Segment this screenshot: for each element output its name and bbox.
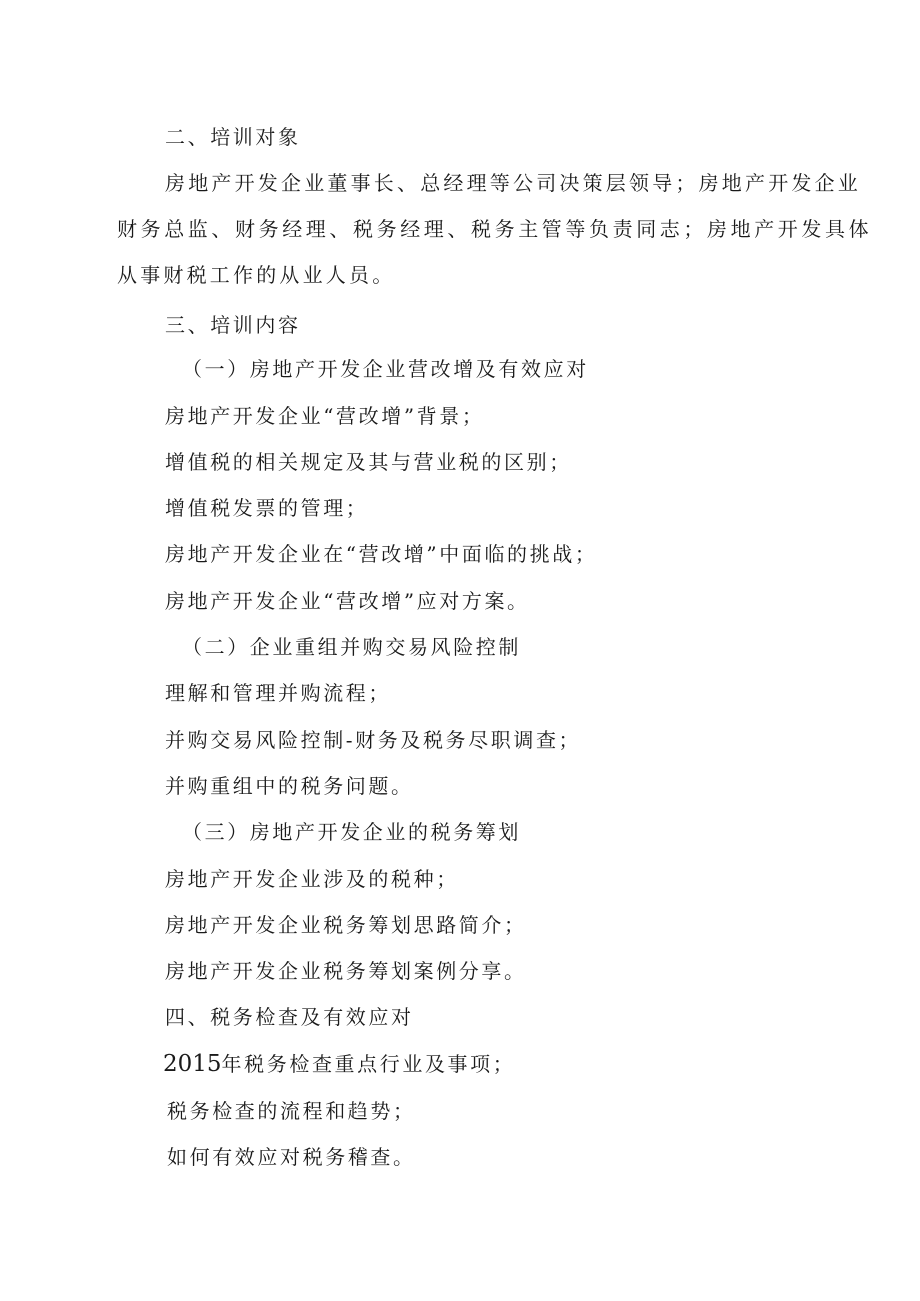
list-item: 并购重组中的税务问题。 — [165, 774, 414, 798]
section-heading-tax-inspection: 四、税务检查及有效应对 — [165, 1005, 414, 1029]
list-item: 增值税的相关规定及其与营业税的区别； — [165, 450, 572, 474]
list-item: 如何有效应对税务稽查。 — [167, 1145, 416, 1169]
year-number: 2015 — [163, 1051, 222, 1077]
paragraph-line: 从事财税工作的从业人员。 — [117, 263, 396, 287]
list-item: 理解和管理并购流程； — [165, 681, 391, 705]
list-item: 房地产开发企业涉及的税种； — [165, 867, 459, 891]
list-item: 房地产开发企业在“营改增”中面临的挑战； — [165, 542, 598, 566]
subsection-title: （一）房地产开发企业营改增及有效应对 — [182, 357, 589, 381]
list-item: 并购交易风险控制-财务及税务尽职调查； — [165, 728, 582, 752]
paragraph-line: 财务总监、财务经理、税务经理、税务主管等负责同志；房地产开发具体 — [117, 217, 873, 241]
list-item-text: 年税务检查重点行业及事项； — [221, 1052, 516, 1076]
list-item — [163, 1050, 515, 1078]
section-heading-training-audience: 二、培训对象 — [165, 125, 301, 149]
paragraph-line: 房地产开发企业董事长、总经理等公司决策层领导；房地产开发企业 — [165, 171, 861, 195]
list-item: 房地产开发企业税务筹划思路简介； — [165, 913, 527, 937]
list-item: 税务检查的流程和趋势； — [167, 1099, 416, 1123]
list-item: 房地产开发企业“营改增”背景； — [165, 404, 485, 428]
list-item: 增值税发票的管理； — [165, 496, 369, 520]
list-item: 房地产开发企业税务筹划案例分享。 — [165, 959, 527, 983]
section-heading-training-content: 三、培训内容 — [165, 313, 301, 337]
subsection-title: （二）企业重组并购交易风险控制 — [182, 635, 521, 659]
subsection-title: （三）房地产开发企业的税务筹划 — [182, 820, 521, 844]
list-item: 房地产开发企业“营改增”应对方案。 — [165, 589, 530, 613]
